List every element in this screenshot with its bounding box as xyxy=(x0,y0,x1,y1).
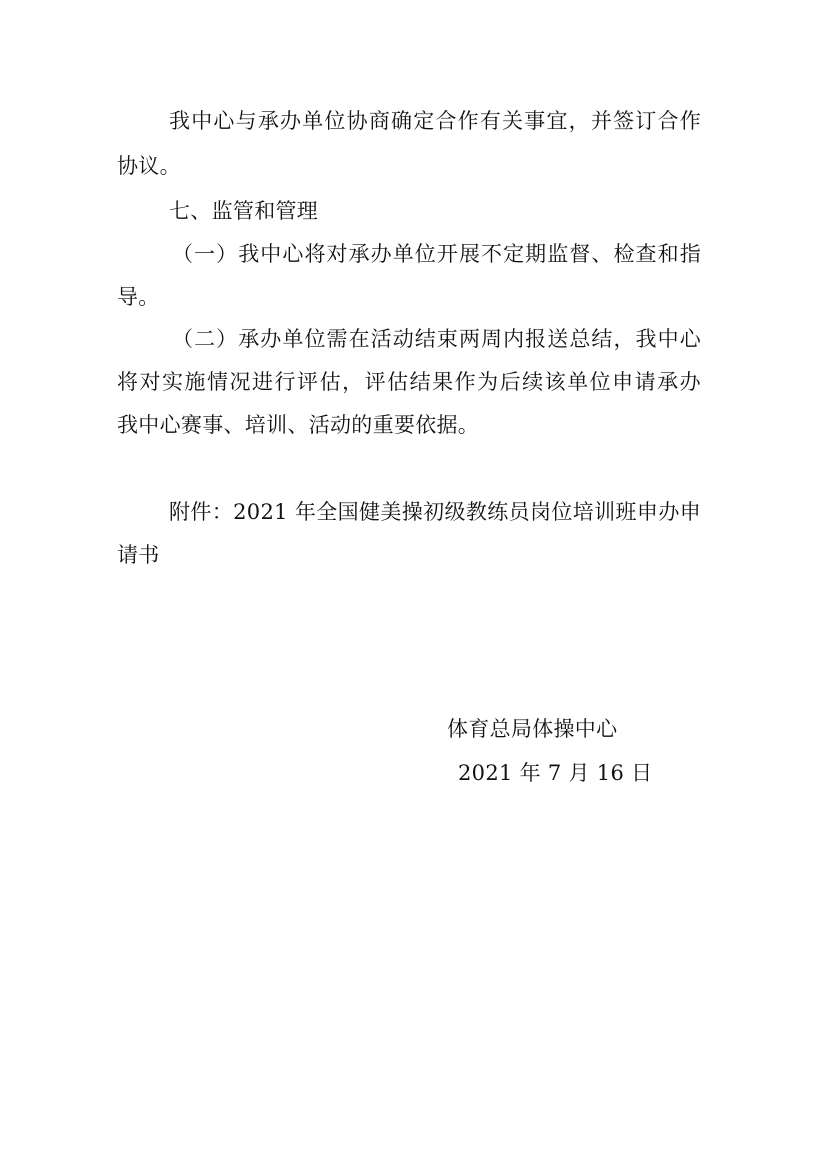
paragraph-item-one-line-2: 导。 xyxy=(117,285,160,309)
attachment-note-line-1: 附件：2021 年全国健美操初级教练员岗位培训班申办申 xyxy=(169,500,701,524)
paragraph-cooperation-line-1: 我中心与承办单位协商确定合作有关事宜，并签订合作 xyxy=(169,109,701,133)
paragraph-item-two-line-1: （二）承办单位需在活动结束两周内报送总结，我中心 xyxy=(172,327,701,351)
paragraph-item-two-line-3: 我中心赛事、培训、活动的重要依据。 xyxy=(117,413,480,437)
paragraph-cooperation-line-2: 协议。 xyxy=(117,154,181,178)
attachment-note-line-2: 请书 xyxy=(117,543,160,567)
paragraph-item-one-line-1: （一）我中心将对承办单位开展不定期监督、检查和指 xyxy=(172,242,701,266)
signature-date: 2021 年 7 月 16 日 xyxy=(458,761,653,785)
section-heading-supervision: 七、监管和管理 xyxy=(169,199,319,223)
signature-organization: 体育总局体操中心 xyxy=(447,717,618,741)
paragraph-item-two-line-2: 将对实施情况进行评估，评估结果作为后续该单位申请承办 xyxy=(117,370,701,394)
